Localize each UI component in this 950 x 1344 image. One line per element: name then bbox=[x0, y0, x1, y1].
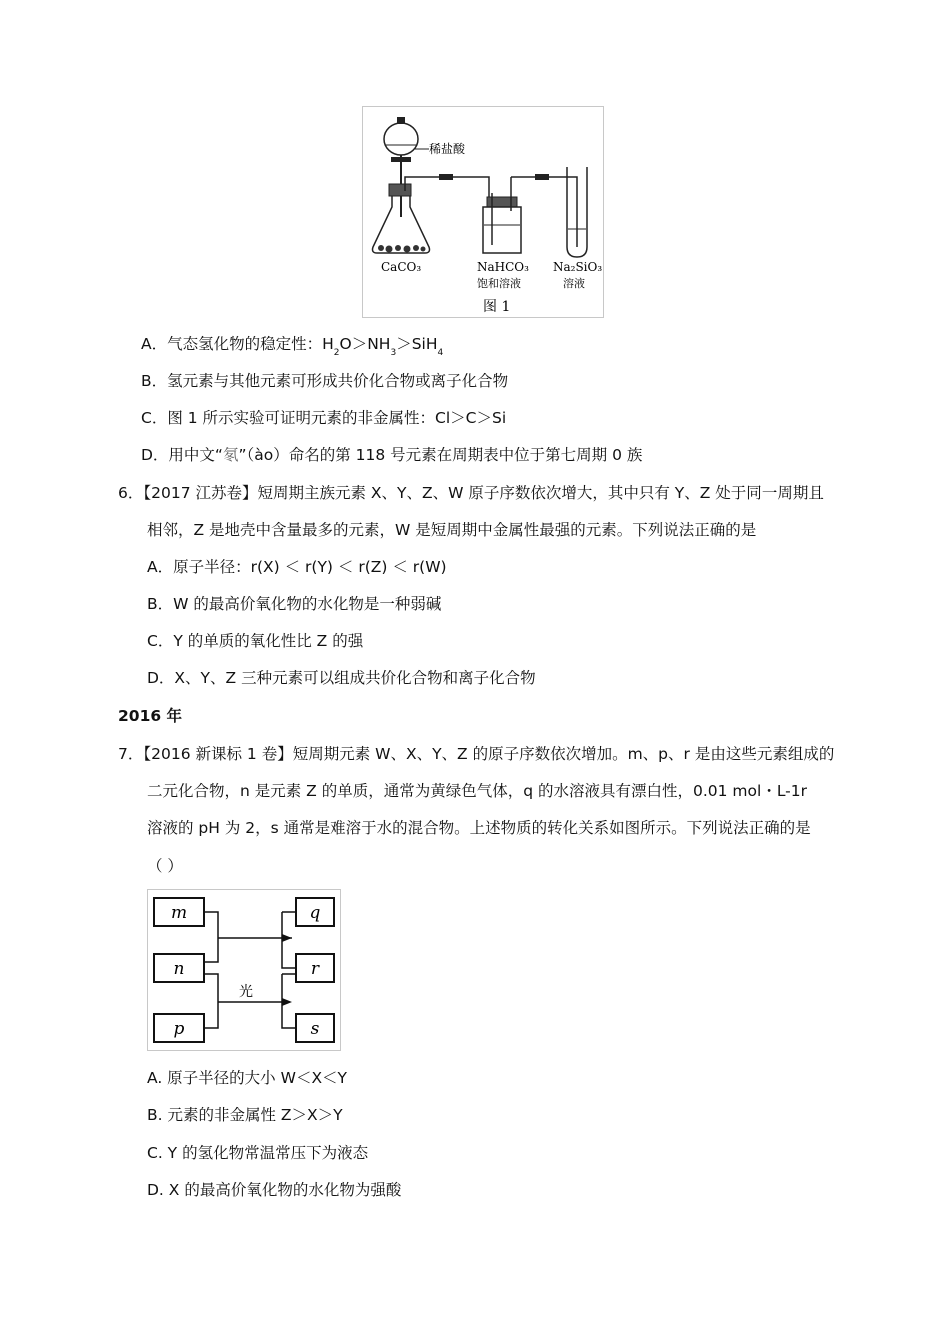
q5-option-d bbox=[141, 445, 642, 465]
q5-sub-3: 3 bbox=[390, 348, 397, 358]
caco3-pieces bbox=[378, 245, 384, 251]
funnel-stopper bbox=[397, 117, 405, 124]
delivery-tube-1 bbox=[405, 177, 489, 207]
q7-option-d: D. X 的最高价氧化物的水化物为强酸 bbox=[147, 1181, 402, 1199]
q6-stem-line-2: 相邻，Z 是地壳中含量最多的元素，W 是短周期中金属性最强的元素。下列说法正确的是 bbox=[147, 521, 757, 539]
q5-option-d-suffix: ”（ào）命名的第 118 号元素在周期表中位于第七周期 0 族 bbox=[238, 446, 643, 464]
q5-option-c: C．图 1 所示实验可证明元素的非金属性：Cl＞C＞Si bbox=[141, 409, 507, 427]
figure-1-apparatus bbox=[362, 106, 604, 318]
apparatus-drawing bbox=[363, 107, 603, 317]
q5-option-a-prefix: A．气态氢化物的稳定性：H bbox=[141, 335, 334, 353]
tube-label-1: Na₂SiO₃ bbox=[553, 260, 603, 274]
caco3-pieces bbox=[404, 246, 411, 253]
bracket-m-n bbox=[204, 912, 282, 962]
q5-option-a-mid2: ＞SiH bbox=[396, 335, 438, 353]
funnel-bulb bbox=[384, 123, 418, 155]
q7-stem-line-2: 二元化合物，n 是元素 Z 的单质，通常为黄绿色气体，q 的水溶液具有漂白性，0.01 mol・L-1r bbox=[147, 782, 808, 800]
q5-option-b: B．氢元素与其他元素可形成共价化合物或离子化合物 bbox=[141, 372, 509, 390]
q6-option-b: B．W 的最高价氧化物的水化物是一种弱碱 bbox=[147, 595, 442, 613]
q7-stem-line-3: 溶液的 pH 为 2，s 通常是难溶于水的混合物。上述物质的转化关系如图所示。下列说法正确的是 bbox=[147, 819, 811, 837]
q7-option-a: A. 原子半径的大小 W＜X＜Y bbox=[147, 1069, 348, 1087]
box-q-label: q bbox=[309, 903, 321, 923]
box-s-label: s bbox=[310, 1019, 320, 1039]
bottle-label-1: NaHCO₃ bbox=[477, 260, 529, 274]
rubber-joint-2 bbox=[535, 174, 549, 180]
q7-option-c: C. Y 的氢化物常温常压下为液态 bbox=[147, 1144, 369, 1162]
q5-option-a-mid1: O＞NH bbox=[339, 335, 391, 353]
arrow-label-light: 光 bbox=[239, 984, 253, 1000]
flask-label: CaCO₃ bbox=[381, 260, 422, 274]
q6-option-a: A．原子半径：r(X) ＜ r(Y) ＜ r(Z) ＜ r(W) bbox=[147, 558, 447, 576]
bottle-label-2: 饱和溶液 bbox=[477, 277, 521, 290]
q5-option-d-prefix: D．用中文“ bbox=[141, 446, 223, 464]
box-p-label: p bbox=[173, 1019, 185, 1039]
figure-2-conversion-diagram bbox=[147, 889, 341, 1051]
arrow-head-lower bbox=[282, 998, 292, 1006]
conversion-diagram-drawing bbox=[148, 890, 340, 1050]
q7-stem-line-1: 7．【2016 新课标 1 卷】短周期元素 W、X、Y、Z 的原子序数依次增加。m、p、r 是由这些元素组成的 bbox=[118, 745, 835, 763]
caco3-pieces bbox=[386, 246, 393, 253]
rubber-joint-1 bbox=[439, 174, 453, 180]
box-n-label: n bbox=[173, 959, 185, 979]
q6-option-d: D．X、Y、Z 三种元素可以组成共价化合物和离子化合物 bbox=[147, 669, 536, 687]
caco3-pieces bbox=[395, 245, 401, 251]
flask-stopper bbox=[389, 184, 411, 196]
box-m-label: m bbox=[170, 903, 188, 923]
q5-option-d-char: 氡 bbox=[222, 446, 239, 464]
q6-option-c: C．Y 的单质的氧化性比 Z 的强 bbox=[147, 632, 364, 650]
caco3-pieces bbox=[413, 245, 419, 251]
caco3-pieces bbox=[421, 247, 426, 252]
bracket-n-p bbox=[204, 974, 282, 1028]
q6-stem-line-1: 6．【2017 江苏卷】短周期主族元素 X、Y、Z、W 原子序数依次增大，其中只有 Y、Z 处于同一周期且 bbox=[118, 484, 824, 502]
box-r-label: r bbox=[310, 959, 320, 979]
q5-sub-2: 2 bbox=[333, 348, 340, 358]
section-heading-2016: 2016 年 bbox=[118, 707, 183, 725]
funnel-label: 稀盐酸 bbox=[429, 142, 466, 156]
figure-1-caption: 图 1 bbox=[483, 299, 511, 315]
q5-option-a bbox=[141, 334, 443, 363]
funnel-stopcock bbox=[391, 157, 411, 162]
q7-stem-line-4: （ ） bbox=[147, 857, 183, 875]
bottle-body bbox=[483, 207, 521, 253]
q7-option-b: B. 元素的非金属性 Z＞X＞Y bbox=[147, 1106, 343, 1124]
q5-sub-4: 4 bbox=[437, 348, 444, 358]
tube-label-2: 溶液 bbox=[563, 277, 585, 290]
